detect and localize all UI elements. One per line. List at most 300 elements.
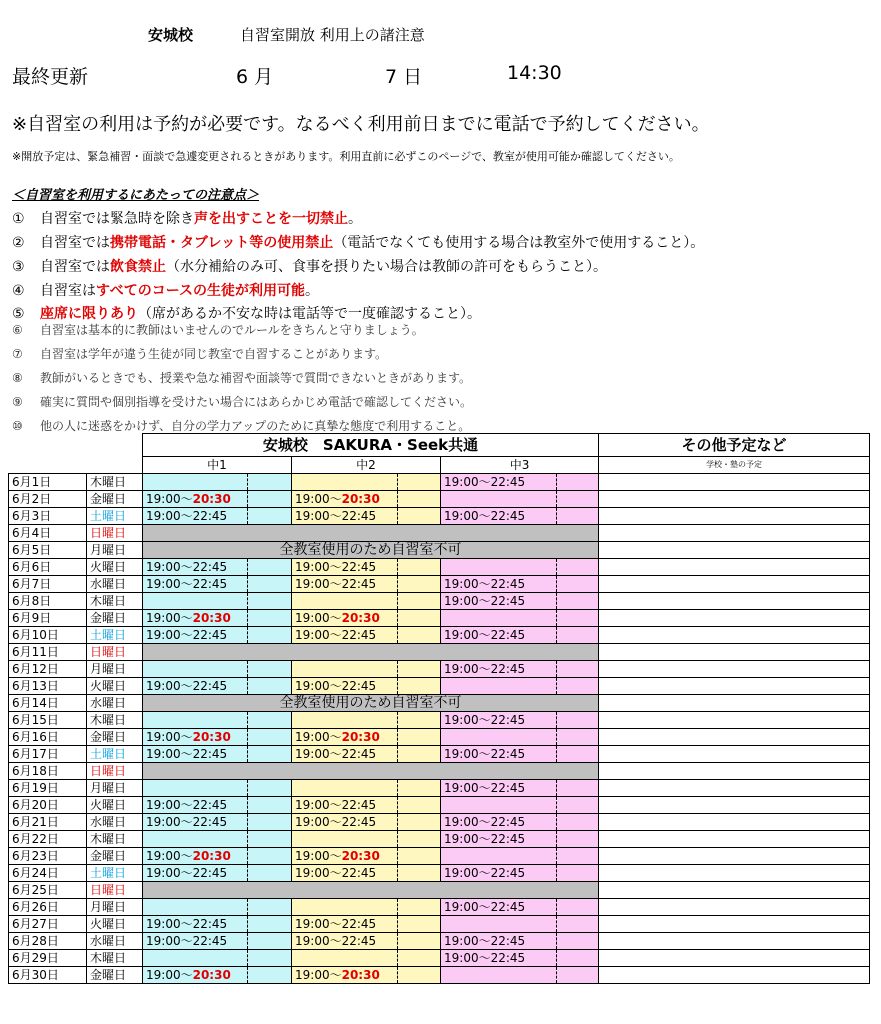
rule-text-pre: 自習室では緊急時を除き (40, 211, 194, 227)
slot-time: 19:00～22:45 (295, 577, 377, 591)
room3-slot (441, 593, 557, 610)
update-day: 7 日 (385, 66, 423, 88)
room3-slot-pad (557, 967, 599, 984)
table-row (9, 661, 870, 678)
date-cell: 6月11日 (9, 644, 87, 661)
rule-item (12, 393, 472, 410)
date-cell: 6月17日 (9, 746, 87, 763)
slot-time: 19:00～22:45 (444, 832, 526, 846)
room3-slot-pad (557, 797, 599, 814)
rule-item (12, 369, 471, 386)
room2-slot (292, 729, 398, 746)
room2-slot-pad (398, 729, 441, 746)
room2-slot-pad (398, 967, 441, 984)
slot-time: 19:00～22:45 (444, 900, 526, 914)
table-row (9, 474, 870, 491)
room2-slot (292, 780, 398, 797)
rule-text: 自習室は学年が違う生徒が同じ教室で自習することがあります。 (40, 347, 388, 361)
table-group-title: 安城校 SAKURA・Seek共通 (143, 434, 599, 457)
slot-end-time: 20:30 (192, 730, 231, 744)
room2-slot (292, 865, 398, 882)
slot-end-time: 20:30 (192, 968, 231, 982)
other-schedule-cell (599, 474, 870, 491)
date-cell: 6月13日 (9, 678, 87, 695)
room2-slot-pad (398, 916, 441, 933)
closed-notice: 全教室使用のため自習室不可 (143, 542, 599, 559)
room3-slot (441, 712, 557, 729)
room1-slot (143, 610, 248, 627)
other-schedule-cell (599, 848, 870, 865)
room1-slot-pad (248, 661, 292, 678)
weekday-cell: 月曜日 (87, 542, 143, 559)
weekday-cell: 日曜日 (87, 525, 143, 542)
update-time: 14:30 (507, 62, 562, 84)
table-row (9, 627, 870, 644)
room1-slot (143, 797, 248, 814)
slot-time: 19:00～22:45 (444, 866, 526, 880)
room3-slot-pad (557, 865, 599, 882)
room3-slot-pad (557, 610, 599, 627)
room1-slot-pad (248, 865, 292, 882)
closed-day (143, 525, 599, 542)
room2-slot-pad (398, 865, 441, 882)
room3-slot-pad (557, 508, 599, 525)
room1-slot (143, 865, 248, 882)
slot-time: 19:00～22:45 (295, 560, 377, 574)
room3-slot-pad (557, 491, 599, 508)
room3-slot-pad (557, 627, 599, 644)
room2-slot-pad (398, 780, 441, 797)
slot-time: 19:00～22:45 (444, 475, 526, 489)
table-row (9, 729, 870, 746)
room1-slot-pad (248, 831, 292, 848)
other-schedule-cell (599, 899, 870, 916)
date-cell: 6月4日 (9, 525, 87, 542)
other-schedule-cell (599, 678, 870, 695)
other-schedule-cell (599, 712, 870, 729)
other-schedule-cell (599, 627, 870, 644)
room1-slot-pad (248, 627, 292, 644)
slot-time: 19:00～22:45 (444, 781, 526, 795)
room2-slot (292, 491, 398, 508)
room3-slot (441, 491, 557, 508)
room1-slot-pad (248, 508, 292, 525)
room2-slot-pad (398, 848, 441, 865)
room1-slot (143, 899, 248, 916)
table-row (9, 899, 870, 916)
room1-slot (143, 593, 248, 610)
room3-slot (441, 916, 557, 933)
room1-slot-pad (248, 678, 292, 695)
room-header: 中2 (292, 457, 441, 474)
weekday-cell: 金曜日 (87, 491, 143, 508)
slot-time: 19:00～22:45 (146, 577, 228, 591)
slot-time: 19:00～22:45 (146, 917, 228, 931)
rule-item (12, 345, 387, 362)
slot-time: 19:00～22:45 (146, 747, 228, 761)
room2-slot-pad (398, 933, 441, 950)
room2-slot-pad (398, 746, 441, 763)
rules-heading: ＜自習室を利用するにあたっての注意点＞ (12, 188, 260, 203)
room3-slot-pad (557, 933, 599, 950)
room3-slot-pad (557, 899, 599, 916)
room1-slot-pad (248, 814, 292, 831)
slot-time: 19:00～ (295, 492, 342, 506)
rule-text-pre: 自習室では (40, 259, 110, 275)
other-schedule-cell (599, 559, 870, 576)
room1-slot-pad (248, 593, 292, 610)
table-row (9, 933, 870, 950)
weekday-cell: 土曜日 (87, 865, 143, 882)
room2-slot-pad (398, 678, 441, 695)
date-cell: 6月12日 (9, 661, 87, 678)
room3-slot (441, 950, 557, 967)
school-name: 安城校 (148, 26, 194, 44)
room2-slot-pad (398, 797, 441, 814)
table-row (9, 542, 870, 559)
weekday-cell: 水曜日 (87, 933, 143, 950)
room3-slot (441, 508, 557, 525)
room1-slot (143, 559, 248, 576)
weekday-cell: 水曜日 (87, 695, 143, 712)
room3-slot-pad (557, 916, 599, 933)
weekday-cell: 金曜日 (87, 610, 143, 627)
slot-time: 19:00～ (146, 849, 193, 863)
room3-slot (441, 967, 557, 984)
room3-slot-pad (557, 678, 599, 695)
table-row (9, 559, 870, 576)
date-cell: 6月14日 (9, 695, 87, 712)
room2-slot-pad (398, 474, 441, 491)
date-cell: 6月20日 (9, 797, 87, 814)
rule-number: ⑤ (12, 306, 25, 322)
table-row (9, 967, 870, 984)
room3-slot (441, 933, 557, 950)
rule-number: ① (12, 211, 25, 227)
slot-time: 19:00～22:45 (146, 866, 228, 880)
closed-day (143, 882, 599, 899)
date-cell: 6月30日 (9, 967, 87, 984)
room3-slot-pad (557, 729, 599, 746)
room3-slot (441, 899, 557, 916)
room1-slot-pad (248, 848, 292, 865)
table-row (9, 712, 870, 729)
room1-slot (143, 950, 248, 967)
weekday-cell: 金曜日 (87, 967, 143, 984)
room1-slot-pad (248, 576, 292, 593)
room2-slot-pad (398, 814, 441, 831)
other-schedule-cell (599, 797, 870, 814)
room1-slot-pad (248, 559, 292, 576)
slot-time: 19:00～22:45 (146, 679, 228, 693)
rule-number: ⑨ (12, 395, 23, 409)
other-schedule-cell (599, 661, 870, 678)
rule-emphasis: 飲食禁止 (110, 259, 166, 275)
room2-slot (292, 933, 398, 950)
room1-slot (143, 661, 248, 678)
slot-time: 19:00～22:45 (146, 560, 228, 574)
slot-time: 19:00～ (295, 730, 342, 744)
date-cell: 6月2日 (9, 491, 87, 508)
room2-slot-pad (398, 831, 441, 848)
room3-slot-pad (557, 474, 599, 491)
slot-time: 19:00～ (146, 968, 193, 982)
room1-slot (143, 967, 248, 984)
room1-slot-pad (248, 712, 292, 729)
slot-end-time: 20:30 (192, 492, 231, 506)
room1-slot (143, 491, 248, 508)
other-schedule-cell (599, 950, 870, 967)
room3-slot-pad (557, 950, 599, 967)
closed-day (143, 763, 599, 780)
slot-time: 19:00～ (295, 611, 342, 625)
slot-time: 19:00～22:45 (146, 934, 228, 948)
table-other-title: その他予定など (599, 434, 870, 457)
rule-item (12, 303, 481, 323)
room1-slot (143, 627, 248, 644)
table-row (9, 576, 870, 593)
room3-slot-pad (557, 848, 599, 865)
other-schedule-cell (599, 831, 870, 848)
weekday-cell: 金曜日 (87, 848, 143, 865)
weekday-cell: 月曜日 (87, 661, 143, 678)
room2-slot (292, 797, 398, 814)
weekday-cell: 日曜日 (87, 644, 143, 661)
room2-slot (292, 474, 398, 491)
slot-time: 19:00～22:45 (295, 628, 377, 642)
slot-time: 19:00～22:45 (295, 679, 377, 693)
room1-slot (143, 831, 248, 848)
room2-slot (292, 746, 398, 763)
room1-slot-pad (248, 474, 292, 491)
room2-slot (292, 831, 398, 848)
room1-slot-pad (248, 899, 292, 916)
room3-slot-pad (557, 814, 599, 831)
rule-text-post: 。 (305, 283, 320, 299)
other-schedule-cell (599, 729, 870, 746)
other-schedule-cell (599, 882, 870, 899)
slot-end-time: 20:30 (341, 730, 380, 744)
room1-slot-pad (248, 729, 292, 746)
slot-time: 19:00～22:45 (444, 934, 526, 948)
date-cell: 6月9日 (9, 610, 87, 627)
room1-slot-pad (248, 967, 292, 984)
weekday-cell: 水曜日 (87, 814, 143, 831)
slot-time: 19:00～ (295, 849, 342, 863)
slot-time: 19:00～22:45 (444, 747, 526, 761)
other-schedule-cell (599, 508, 870, 525)
other-schedule-cell (599, 780, 870, 797)
table-row (9, 916, 870, 933)
rule-number: ② (12, 235, 25, 251)
room2-slot (292, 899, 398, 916)
room3-slot (441, 814, 557, 831)
room2-slot (292, 950, 398, 967)
room2-slot (292, 814, 398, 831)
rule-number: ④ (12, 283, 25, 299)
table-row (9, 678, 870, 695)
room1-slot (143, 712, 248, 729)
room2-slot (292, 712, 398, 729)
other-schedule-cell (599, 593, 870, 610)
rule-text-post: （席があるか不安な時は電話等で一度確認すること）。 (138, 306, 481, 322)
room2-slot-pad (398, 576, 441, 593)
room1-slot (143, 508, 248, 525)
room1-slot (143, 746, 248, 763)
room1-slot-pad (248, 780, 292, 797)
rule-text: 確実に質問や個別指導を受けたい場合にはあらかじめ電話で確認してください。 (40, 395, 473, 409)
weekday-cell: 木曜日 (87, 831, 143, 848)
slot-time: 19:00～ (295, 968, 342, 982)
rule-number: ⑧ (12, 371, 23, 385)
date-cell: 6月8日 (9, 593, 87, 610)
room1-slot (143, 576, 248, 593)
rule-emphasis: 座席に限りあり (40, 306, 138, 322)
rule-item (12, 280, 319, 300)
table-row (9, 610, 870, 627)
room3-slot (441, 559, 557, 576)
date-cell: 6月19日 (9, 780, 87, 797)
table-row (9, 491, 870, 508)
rule-item (12, 417, 470, 434)
weekday-cell: 水曜日 (87, 576, 143, 593)
slot-time: 19:00～22:45 (295, 798, 377, 812)
table-row (9, 508, 870, 525)
date-cell: 6月22日 (9, 831, 87, 848)
slot-time: 19:00～22:45 (295, 866, 377, 880)
room2-slot (292, 593, 398, 610)
weekday-cell: 火曜日 (87, 916, 143, 933)
closed-notice: 全教室使用のため自習室不可 (143, 695, 599, 712)
schedule-table (8, 433, 870, 984)
room2-slot-pad (398, 610, 441, 627)
date-cell: 6月3日 (9, 508, 87, 525)
rule-item (12, 232, 704, 252)
table-row (9, 882, 870, 899)
rule-emphasis: 携帯電話・タブレット等の使用禁止 (110, 235, 334, 251)
rule-text: 自習室は基本的に教師はいませんのでルールをきちんと守りましょう。 (40, 323, 424, 337)
slot-end-time: 20:30 (341, 492, 380, 506)
slot-time: 19:00～ (146, 492, 193, 506)
room2-slot (292, 661, 398, 678)
table-row (9, 695, 870, 712)
room2-slot-pad (398, 508, 441, 525)
date-cell: 6月26日 (9, 899, 87, 916)
room3-slot (441, 610, 557, 627)
room2-slot (292, 848, 398, 865)
room1-slot-pad (248, 933, 292, 950)
room1-slot (143, 474, 248, 491)
rule-text-post: （電話でなくても使用する場合は教室外で使用すること）。 (333, 235, 705, 251)
date-cell: 6月15日 (9, 712, 87, 729)
other-schedule-cell (599, 644, 870, 661)
table-row (9, 848, 870, 865)
room2-slot-pad (398, 593, 441, 610)
slot-end-time: 20:30 (192, 849, 231, 863)
slot-time: 19:00～22:45 (444, 713, 526, 727)
room3-slot-pad (557, 780, 599, 797)
room3-slot (441, 797, 557, 814)
room2-slot-pad (398, 627, 441, 644)
room3-slot (441, 780, 557, 797)
other-schedule-cell (599, 695, 870, 712)
room1-slot (143, 933, 248, 950)
room2-slot (292, 508, 398, 525)
rule-item (12, 256, 607, 276)
room3-slot (441, 746, 557, 763)
update-month: 6 月 (236, 66, 274, 88)
room3-slot (441, 661, 557, 678)
room3-slot (441, 678, 557, 695)
weekday-cell: 月曜日 (87, 899, 143, 916)
room3-slot-pad (557, 831, 599, 848)
room1-slot (143, 814, 248, 831)
rule-number: ⑩ (12, 419, 23, 433)
slot-time: 19:00～22:45 (295, 934, 377, 948)
rule-text: 教師がいるときでも、授業や急な補習や面談等で質問できないときがあります。 (40, 371, 472, 385)
room1-slot-pad (248, 491, 292, 508)
date-cell: 6月27日 (9, 916, 87, 933)
slot-end-time: 20:30 (341, 849, 380, 863)
table-row (9, 593, 870, 610)
other-schedule-cell (599, 916, 870, 933)
date-cell: 6月16日 (9, 729, 87, 746)
room2-slot-pad (398, 661, 441, 678)
other-schedule-cell (599, 763, 870, 780)
rule-text-post: （水分補給のみ可、食事を摂りたい場合は教師の許可をもらうこと）。 (166, 259, 607, 275)
room2-slot (292, 610, 398, 627)
date-cell: 6月24日 (9, 865, 87, 882)
room2-slot (292, 627, 398, 644)
room1-slot-pad (248, 916, 292, 933)
room2-slot (292, 678, 398, 695)
room1-slot-pad (248, 610, 292, 627)
other-schedule-cell (599, 576, 870, 593)
weekday-cell: 火曜日 (87, 678, 143, 695)
other-schedule-cell (599, 491, 870, 508)
rule-text: 他の人に迷惑をかけず、自分の学力アップのために真摯な態度で利用すること。 (40, 419, 471, 433)
table-row (9, 797, 870, 814)
table-row (9, 780, 870, 797)
slot-time: 19:00～22:45 (295, 509, 377, 523)
room2-slot (292, 967, 398, 984)
table-other-sub: 学校・塾の予定 (599, 457, 870, 474)
slot-time: 19:00～22:45 (444, 577, 526, 591)
weekday-cell: 木曜日 (87, 712, 143, 729)
date-cell: 6月6日 (9, 559, 87, 576)
table-row (9, 644, 870, 661)
date-cell: 6月7日 (9, 576, 87, 593)
room-header: 中3 (441, 457, 599, 474)
rule-number: ③ (12, 259, 25, 275)
slot-time: 19:00～22:45 (444, 662, 526, 676)
slot-time: 19:00～22:45 (444, 509, 526, 523)
table-row (9, 746, 870, 763)
room2-slot-pad (398, 712, 441, 729)
slot-time: 19:00～22:45 (444, 628, 526, 642)
date-cell: 6月23日 (9, 848, 87, 865)
slot-time: 19:00～ (146, 730, 193, 744)
slot-time: 19:00～ (146, 611, 193, 625)
room1-slot (143, 678, 248, 695)
page-title: 自習室開放 利用上の諸注意 (240, 26, 425, 44)
rule-emphasis: 声を出すことを一切禁止 (194, 211, 348, 227)
room2-slot-pad (398, 899, 441, 916)
room3-slot (441, 627, 557, 644)
room1-slot-pad (248, 746, 292, 763)
table-row (9, 865, 870, 882)
slot-time: 19:00～22:45 (146, 815, 228, 829)
